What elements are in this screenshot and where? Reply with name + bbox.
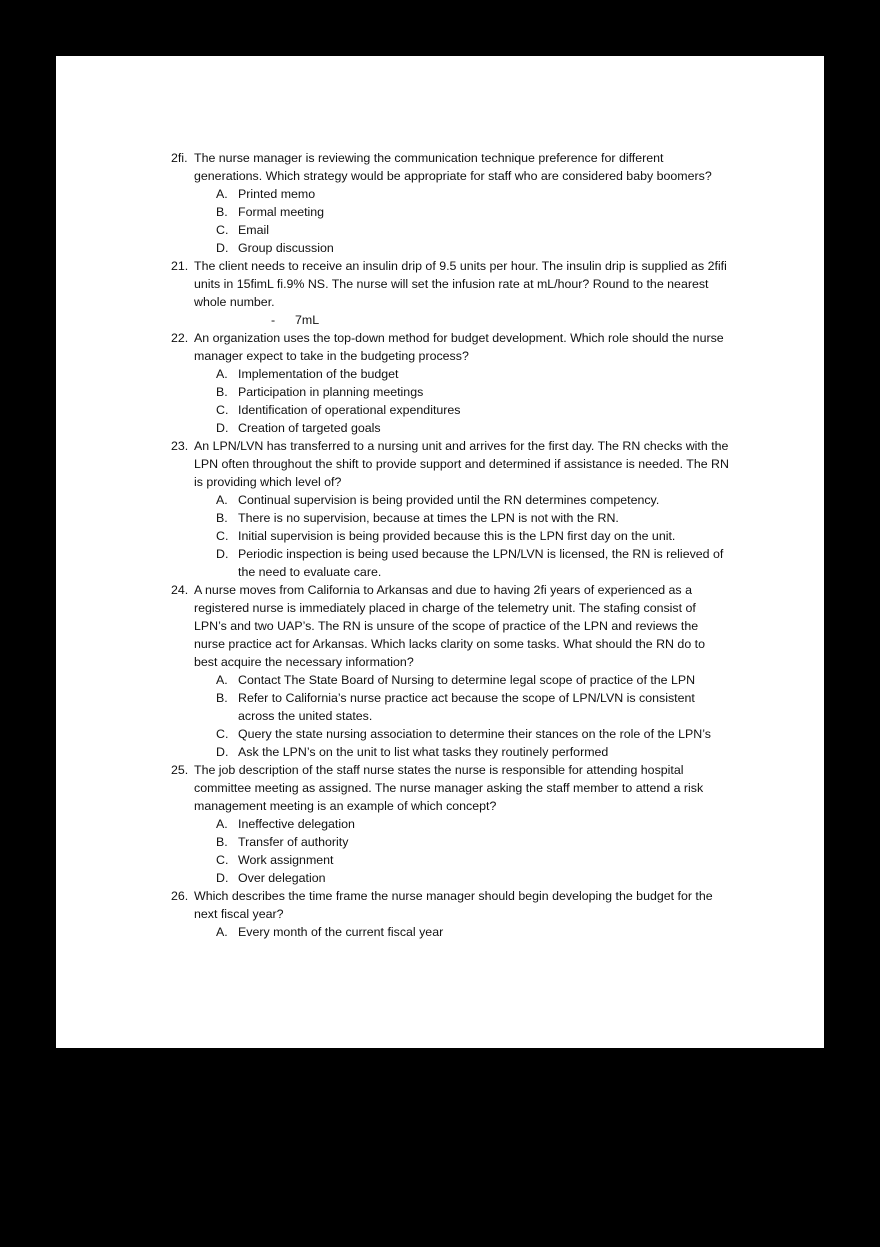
- option-letter: B.: [216, 511, 228, 525]
- option-a: [171, 671, 731, 689]
- option-text: Ask the LPN’s on the unit to list what tasks they routinely performed: [238, 745, 609, 759]
- option-text: Email: [238, 223, 269, 237]
- option-letter: C.: [216, 853, 229, 867]
- option-d: [171, 545, 731, 581]
- question-number: 2ﬁ.: [171, 151, 188, 165]
- question-text: Which describes the time frame the nurse manager should begin developing the budget for the next fiscal year?: [194, 889, 713, 921]
- question-23: [171, 437, 731, 491]
- option-letter: A.: [216, 925, 228, 939]
- option-letter: B.: [216, 205, 228, 219]
- option-a: [171, 185, 731, 203]
- option-letter: D.: [216, 745, 229, 759]
- option-d: [171, 743, 731, 761]
- option-text: Ineffective delegation: [238, 817, 355, 831]
- option-text: Periodic inspection is being used because the LPN/LVN is licensed, the RN is relieved of the need to evaluate care.: [238, 547, 724, 579]
- option-d: [171, 419, 731, 437]
- question-22: [171, 329, 731, 365]
- option-letter: D.: [216, 421, 229, 435]
- answer-dash: -: [271, 313, 276, 327]
- option-letter: A.: [216, 187, 228, 201]
- option-text: Every month of the current fiscal year: [238, 925, 444, 939]
- question-20: [171, 149, 731, 185]
- option-text: Query the state nursing association to determine their stances on the role of the LPN’s: [238, 727, 711, 741]
- option-text: Formal meeting: [238, 205, 325, 219]
- question-number: 23.: [171, 439, 189, 453]
- option-letter: A.: [216, 493, 228, 507]
- option-text: Participation in planning meetings: [238, 385, 424, 399]
- option-b: [171, 833, 731, 851]
- option-a: [171, 815, 731, 833]
- question-21: [171, 257, 731, 311]
- option-text: Initial supervision is being provided because this is the LPN first day on the unit.: [238, 529, 676, 543]
- option-letter: D.: [216, 871, 229, 885]
- option-letter: A.: [216, 367, 228, 381]
- option-c: [171, 725, 731, 743]
- option-b: [171, 203, 731, 221]
- option-text: Transfer of authority: [238, 835, 349, 849]
- option-a: [171, 491, 731, 509]
- option-letter: C.: [216, 403, 229, 417]
- option-c: [171, 527, 731, 545]
- option-text: Group discussion: [238, 241, 334, 255]
- answer-line: [171, 311, 731, 329]
- option-d: [171, 869, 731, 887]
- question-text: The client needs to receive an insulin drip of 9.5 units per hour. The insulin drip is supplied as 2ﬁﬁ units in 15ﬁmL ﬁ.9% NS. The nurse will set the infusion rate at mL/hour? Round to the nearest whole number.: [194, 259, 727, 309]
- question-25: [171, 761, 731, 815]
- option-letter: B.: [216, 835, 228, 849]
- option-letter: A.: [216, 817, 228, 831]
- question-24: [171, 581, 731, 671]
- option-b: [171, 383, 731, 401]
- option-letter: C.: [216, 223, 229, 237]
- question-text: A nurse moves from California to Arkansas and due to having 2ﬁ years of experienced as a registered nurse is immediately placed in charge of the telemetry unit. The staﬁng consist of LPN’s and two UAP’s. The RN is unsure of the scope of practice of the LPN and reviews the nurse practice act for Arkansas. Which lacks clarity on some tasks. What should the RN do to best acquire the necessary information?: [194, 583, 705, 669]
- option-text: Implementation of the budget: [238, 367, 399, 381]
- question-list: [171, 149, 731, 941]
- question-26: [171, 887, 731, 923]
- option-b: [171, 509, 731, 527]
- option-letter: B.: [216, 385, 228, 399]
- question-number: 25.: [171, 763, 189, 777]
- question-number: 22.: [171, 331, 189, 345]
- option-c: [171, 851, 731, 869]
- option-text: Contact The State Board of Nursing to determine legal scope of practice of the LPN: [238, 673, 696, 687]
- question-number: 26.: [171, 889, 189, 903]
- document-page: [56, 56, 824, 1048]
- option-letter: D.: [216, 241, 229, 255]
- option-text: Work assignment: [238, 853, 334, 867]
- option-text: There is no supervision, because at times the LPN is not with the RN.: [238, 511, 619, 525]
- answer-text: 7mL: [295, 313, 320, 327]
- option-text: Continual supervision is being provided until the RN determines competency.: [238, 493, 660, 507]
- option-letter: C.: [216, 727, 229, 741]
- option-letter: D.: [216, 547, 229, 561]
- option-a: [171, 923, 731, 941]
- option-letter: A.: [216, 673, 228, 687]
- option-b: [171, 689, 731, 725]
- option-text: Creation of targeted goals: [238, 421, 381, 435]
- question-text: An organization uses the top-down method for budget development. Which role should the nurse manager expect to take in the budgeting process?: [194, 331, 724, 363]
- option-c: [171, 401, 731, 419]
- question-text: The nurse manager is reviewing the communication technique preference for different generations. Which strategy would be appropriate for staff who are considered baby boomers?: [194, 151, 712, 183]
- question-text: An LPN/LVN has transferred to a nursing unit and arrives for the first day. The RN checks with the LPN often throughout the shift to provide support and determined if assistance is needed. The RN is providing which level of?: [194, 439, 729, 489]
- question-text: The job description of the staff nurse states the nurse is responsible for attending hospital committee meeting as assigned. The nurse manager asking the staff member to attend a risk management meeting is an example of which concept?: [194, 763, 704, 813]
- option-d: [171, 239, 731, 257]
- option-text: Refer to California’s nurse practice act because the scope of LPN/LVN is consistent across the united states.: [238, 691, 695, 723]
- option-letter: C.: [216, 529, 229, 543]
- question-number: 21.: [171, 259, 189, 273]
- option-a: [171, 365, 731, 383]
- option-c: [171, 221, 731, 239]
- option-text: Printed memo: [238, 187, 316, 201]
- question-number: 24.: [171, 583, 189, 597]
- option-letter: B.: [216, 691, 228, 705]
- option-text: Identification of operational expenditures: [238, 403, 461, 417]
- option-text: Over delegation: [238, 871, 326, 885]
